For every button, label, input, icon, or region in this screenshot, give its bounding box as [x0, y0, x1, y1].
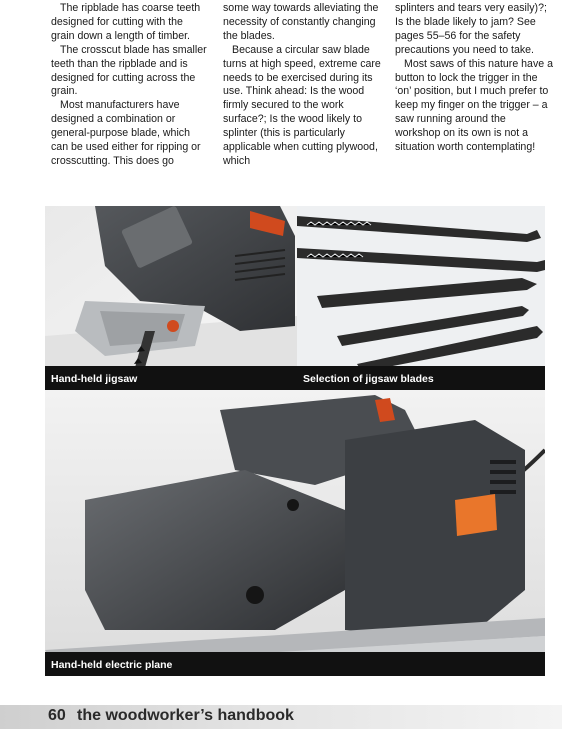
depth-knob	[246, 586, 264, 604]
page-footer	[0, 705, 562, 729]
text-columns	[51, 0, 553, 200]
paragraph: some way towards alleviating the necessity of constantly changing the blades.	[223, 2, 379, 42]
jigsaw-blades-photo	[297, 206, 545, 390]
paragraph: Because a circular saw blade turns at high speed, extreme care needs to be exercised during its use. Think ahead: Is the wood firmly secured to the work surface?; Is the wood likely to splinter (this is particularly applicable when cutting plywood, which	[223, 43, 381, 167]
photo-caption: Selection of jigsaw blades	[303, 373, 434, 385]
text-column-3	[395, 2, 553, 155]
paragraph: splinters and tears very easily)?; Is the blade likely to jam? See pages 55–56 for the safety precautions you need to take.	[395, 2, 547, 56]
blades-illustration	[297, 206, 545, 390]
caption-bar	[45, 366, 297, 390]
text-column-2	[223, 2, 381, 169]
paragraph: The crosscut blade has smaller teeth than the ripblade and is designed for cutting across the grain.	[51, 43, 207, 98]
paragraph: The ripblade has coarse teeth designed for cutting with the grain down a length of timber.	[51, 2, 201, 42]
page-number: 60	[48, 707, 66, 724]
text-column-1	[51, 2, 209, 169]
plane-illustration	[45, 390, 545, 676]
paragraph: Most saws of this nature have a button to lock the trigger in the ‘on’ position, but I much prefer to keep my finger on the trigger – a saw running around the workshop on its own is not a situation worth contemplating!	[395, 57, 553, 154]
paragraph: Most manufacturers have designed a combination or general-purpose blade, which can be used either for ripping or crosscutting. This does go	[51, 99, 201, 167]
caption-bar	[297, 366, 545, 390]
jigsaw-illustration	[45, 206, 297, 390]
jigsaw-photo	[45, 206, 297, 390]
photo-caption: Hand-held jigsaw	[51, 373, 138, 385]
black-and-decker-logo	[455, 494, 497, 536]
photo-caption: Hand-held electric plane	[51, 659, 173, 671]
book-title: the woodworker’s handbook	[77, 707, 294, 724]
electric-plane-photo	[45, 390, 545, 676]
caption-bar	[45, 652, 545, 676]
